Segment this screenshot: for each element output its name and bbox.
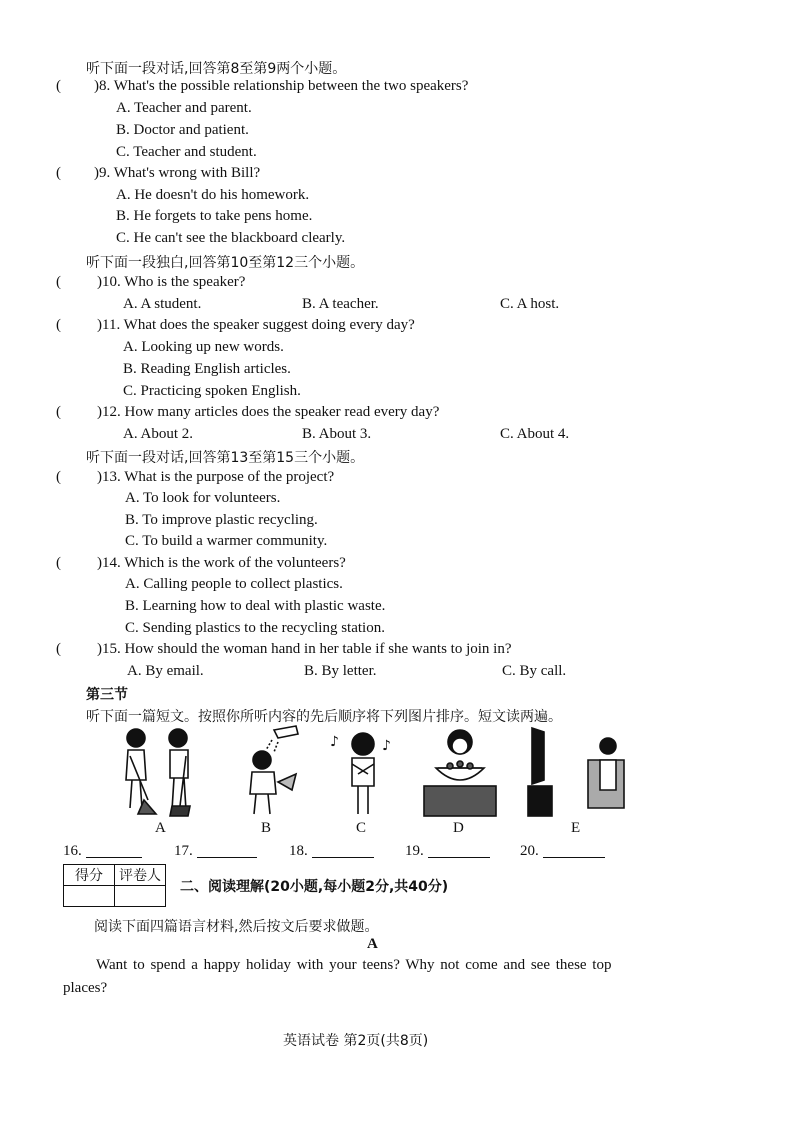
blank-number: 17. bbox=[174, 843, 193, 859]
option: A. Teacher and parent. bbox=[116, 100, 252, 116]
picture-label: B bbox=[261, 820, 272, 836]
section-intro-8-9: 听下面一段对话,回答第8至第9两个小题。 bbox=[86, 61, 347, 77]
option: A. By email. bbox=[127, 663, 204, 679]
passage-text: Want to spend a happy holiday with your teens? Why not come and see these top bbox=[96, 957, 612, 973]
score-table bbox=[63, 864, 166, 907]
question-text: )15. How should the woman hand in her table if she wants to join in? bbox=[97, 641, 512, 657]
picture-watching-tv bbox=[524, 724, 634, 820]
blank-number: 19. bbox=[405, 843, 424, 859]
option: A. About 2. bbox=[123, 426, 194, 442]
option: C. Practicing spoken English. bbox=[123, 383, 301, 399]
blank-number: 16. bbox=[63, 843, 82, 859]
blank-number: 18. bbox=[289, 843, 308, 859]
option: B. Learning how to deal with plastic waste. bbox=[125, 598, 386, 614]
section3-instructions: 听下面一篇短文。按照你所听内容的先后顺序将下列图片排序。短文读两遍。 bbox=[86, 709, 562, 725]
option: B. To improve plastic recycling. bbox=[125, 512, 318, 528]
question-text: )12. How many articles does the speaker read every day? bbox=[97, 404, 440, 420]
answer-paren: ( bbox=[56, 274, 61, 290]
option: A. To look for volunteers. bbox=[125, 490, 281, 506]
question-text: )10. Who is the speaker? bbox=[97, 274, 246, 290]
answer-blank[interactable] bbox=[543, 843, 605, 858]
picture-label: E bbox=[571, 820, 581, 836]
option: A. A student. bbox=[123, 296, 202, 312]
option: A. He doesn't do his homework. bbox=[116, 187, 310, 203]
svg-text:♪: ♪ bbox=[382, 738, 391, 754]
page-footer: 英语试卷 第2页(共8页) bbox=[283, 1033, 429, 1049]
option: C. He can't see the blackboard clearly. bbox=[116, 230, 346, 246]
answer-blank[interactable] bbox=[428, 843, 490, 858]
answer-paren: ( bbox=[56, 555, 61, 571]
option: B. A teacher. bbox=[302, 296, 379, 312]
question-text: )13. What is the purpose of the project? bbox=[97, 469, 335, 485]
option: C. Sending plastics to the recycling station. bbox=[125, 620, 385, 636]
score-header: 得分 bbox=[64, 865, 115, 886]
option: C. Teacher and student. bbox=[116, 144, 257, 160]
option: B. Reading English articles. bbox=[123, 361, 291, 377]
option: B. By letter. bbox=[304, 663, 377, 679]
passage-text: places? bbox=[63, 980, 108, 996]
option: C. A host. bbox=[500, 296, 560, 312]
option: A. Looking up new words. bbox=[123, 339, 284, 355]
option: B. Doctor and patient. bbox=[116, 122, 249, 138]
option: C. To build a warmer community. bbox=[125, 533, 328, 549]
picture-label: D bbox=[453, 820, 464, 836]
grader-cell[interactable] bbox=[115, 886, 166, 907]
answer-paren: ( bbox=[56, 78, 61, 94]
answer-blank[interactable] bbox=[86, 843, 142, 858]
section-intro-13-15: 听下面一段对话,回答第13至第15三个小题。 bbox=[86, 450, 365, 466]
question-text: )8. What's the possible relationship between the two speakers? bbox=[94, 78, 469, 94]
picture-watering bbox=[232, 724, 312, 820]
grader-header: 评卷人 bbox=[115, 865, 166, 886]
part2-instructions: 阅读下面四篇语言材料,然后按文后要求做题。 bbox=[94, 919, 379, 935]
option: B. About 3. bbox=[302, 426, 372, 442]
section-intro-10-12: 听下面一段独白,回答第10至第12三个小题。 bbox=[86, 255, 365, 271]
option: A. Calling people to collect plastics. bbox=[125, 576, 343, 592]
question-text: )14. Which is the work of the volunteers? bbox=[97, 555, 346, 571]
answer-blank[interactable] bbox=[197, 843, 257, 858]
option: B. He forgets to take pens home. bbox=[116, 208, 313, 224]
answer-paren: ( bbox=[56, 469, 61, 485]
option: C. About 4. bbox=[500, 426, 570, 442]
score-cell[interactable] bbox=[64, 886, 115, 907]
blank-number: 20. bbox=[520, 843, 539, 859]
svg-text:♪: ♪ bbox=[330, 734, 339, 750]
passage-letter: A bbox=[367, 936, 378, 952]
answer-paren: ( bbox=[56, 404, 61, 420]
answer-blank[interactable] bbox=[312, 843, 374, 858]
question-text: )9. What's wrong with Bill? bbox=[94, 165, 261, 181]
picture-label: C bbox=[356, 820, 367, 836]
option: C. By call. bbox=[502, 663, 567, 679]
picture-singing bbox=[328, 724, 398, 820]
section3-title: 第三节 bbox=[86, 687, 128, 703]
question-text: )11. What does the speaker suggest doing every day? bbox=[97, 317, 415, 333]
answer-paren: ( bbox=[56, 165, 61, 181]
answer-paren: ( bbox=[56, 641, 61, 657]
part2-title: 二、阅读理解(20小题,每小题2分,共40分) bbox=[180, 879, 449, 895]
picture-label: A bbox=[155, 820, 166, 836]
picture-sweeping bbox=[108, 724, 208, 820]
picture-cooking bbox=[418, 724, 502, 820]
answer-paren: ( bbox=[56, 317, 61, 333]
